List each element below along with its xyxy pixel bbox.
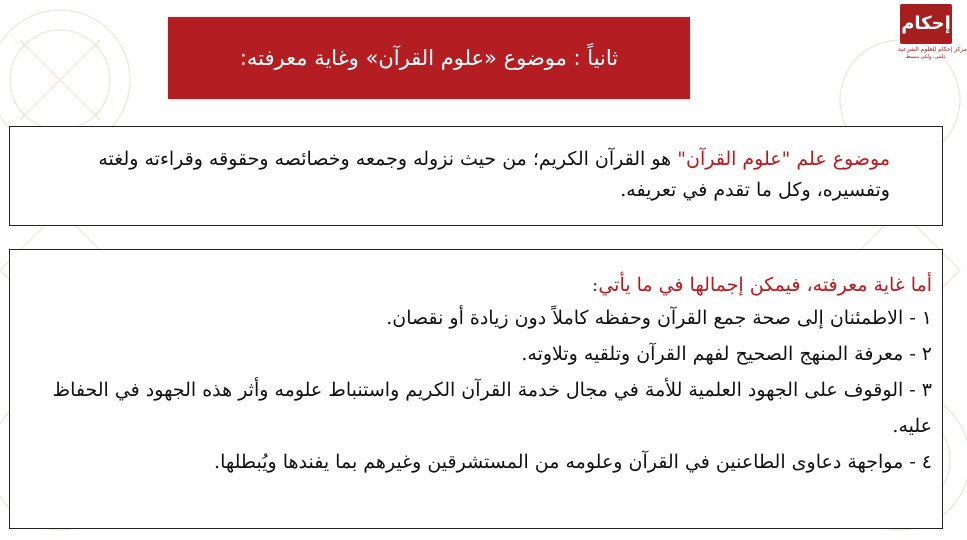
purpose-intro-colon: :: [591, 274, 599, 296]
purpose-item-2: ٢ - معرفة المنهج الصحيح لفهم القرآن وتلقيه وتلاوته.: [521, 343, 932, 365]
subject-body: هو القرآن الكريم؛ من حيث نزوله وجمعه وخصائصه وحقوقه وقراءته ولغته وتفسيره، وكل ما تقدم في تعريفه.: [98, 148, 890, 201]
purpose-item-1: ١ - الاطمئنان إلى صحة جمع القرآن وحفظه كاملاً دون زيادة أو نقصان.: [386, 307, 932, 329]
subject-box: [9, 126, 943, 226]
purpose-intro: [30, 270, 932, 300]
logo-tagline: علمي، ولكن مبسط: [905, 54, 947, 60]
logo-mark: إحكام: [900, 4, 952, 44]
slide-title: ثانياً : موضوع «علوم القرآن» وغاية معرفته:: [239, 46, 619, 70]
subject-paragraph: [50, 144, 890, 206]
logo-subtitle: مركز إحكام للعلوم الشرعية: [898, 46, 967, 53]
purpose-box: [9, 249, 943, 529]
subject-lead: موضوع علم "علوم القرآن": [677, 148, 890, 170]
purpose-item-3: ٣ - الوقوف على الجهود العلمية للأمة في مجال خدمة القرآن الكريم واستنباط علومه وأثر هذه الجهود في الحفاظ عليه.: [52, 379, 932, 437]
title-banner: [168, 17, 690, 99]
purpose-intro-lead: أما غاية معرفته، فيمكن إجمالها في ما يأتي: [598, 274, 932, 296]
purpose-item-4: ٤ - مواجهة دعاوى الطاعنين في القرآن وعلومه من المستشرقين وغيرهم بما يفندها ويُبطلها.: [214, 451, 932, 473]
logo: [898, 4, 967, 66]
